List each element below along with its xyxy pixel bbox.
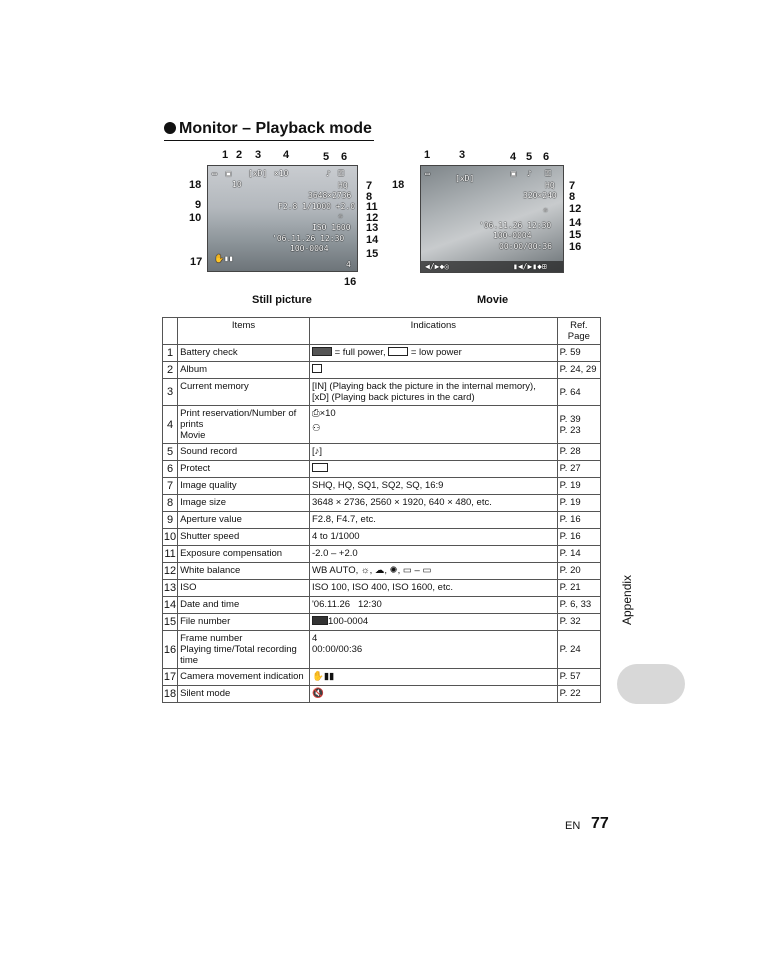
- table-row: [163, 444, 601, 461]
- row-indication: 3648 × 2736, 2560 × 1920, 640 × 480, etc.: [309, 495, 557, 512]
- row-item: Sound record: [178, 444, 310, 461]
- row-item: Image size: [178, 495, 310, 512]
- print-count: ×10: [274, 169, 289, 178]
- row-indication: 4 to 1/1000: [309, 529, 557, 546]
- table-row: [163, 345, 601, 362]
- callout-1: 1: [222, 149, 229, 161]
- memory-indicator: [xD]: [248, 169, 268, 178]
- heading-text: Monitor – Playback mode: [179, 120, 372, 137]
- frame-number-indicator: 4: [346, 260, 351, 269]
- row-indication: [309, 444, 557, 461]
- row-page: P. 27: [557, 461, 600, 478]
- row-number: 13: [163, 580, 178, 597]
- battery-icon: ▭: [212, 169, 217, 178]
- language-label: EN: [565, 820, 581, 832]
- memory-indicator: [xD]: [455, 174, 475, 183]
- row-indication: WB AUTO, ☼, ☁, ✺, ▭ – ▭: [309, 563, 557, 580]
- movie-callout-12: 12: [569, 203, 582, 215]
- iso-indicator: ISO 1600: [312, 223, 351, 232]
- indication-text: = full power,: [334, 347, 386, 358]
- indication-text: = low power: [410, 347, 462, 358]
- callout-3: 3: [255, 149, 262, 161]
- file-number-indicator: 100-0004: [290, 244, 329, 253]
- item-text: Frame number: [180, 633, 243, 644]
- row-item: Image quality: [178, 478, 310, 495]
- row-indication: ISO 100, ISO 400, ISO 1600, etc.: [309, 580, 557, 597]
- row-number: 15: [163, 614, 178, 631]
- callout-7: 7: [366, 180, 373, 192]
- table-row: [163, 614, 601, 631]
- table-row: [163, 563, 601, 580]
- movie-callout-18: 18: [392, 179, 405, 191]
- movie-callout-15: 15: [569, 229, 582, 241]
- table-row: [163, 580, 601, 597]
- table-row: [163, 495, 601, 512]
- sound-icon: ♪: [326, 169, 331, 178]
- row-item: Protect: [178, 461, 310, 478]
- row-number: 5: [163, 444, 178, 461]
- row-indication: -2.0 – +2.0: [309, 546, 557, 563]
- callout-12: 12: [366, 212, 379, 224]
- movie-screen: [420, 165, 564, 273]
- row-number: 8: [163, 495, 178, 512]
- movie-icon: ▣: [511, 169, 516, 178]
- row-page: P. 28: [557, 444, 600, 461]
- movie-callout-16: 16: [569, 241, 582, 253]
- row-indication: [309, 362, 557, 379]
- frame-controls-icon: ▮◀/▶▮◆⊞: [513, 262, 547, 271]
- row-page: P. 24: [557, 631, 600, 669]
- protect-icon: [312, 463, 328, 472]
- row-item: File number: [178, 614, 310, 631]
- table-row: [163, 631, 601, 669]
- table-row: [163, 461, 601, 478]
- movie-callout-7: 7: [569, 180, 576, 192]
- row-number: 11: [163, 546, 178, 563]
- quality-indicator: HQ: [338, 181, 348, 190]
- header-ref-page: Ref. Page: [557, 318, 600, 345]
- camera-shake-icon: ✋▮▮: [311, 671, 335, 682]
- callout-16: 16: [344, 276, 357, 288]
- row-item: Exposure compensation: [178, 546, 310, 563]
- callout-2: 2: [236, 149, 243, 161]
- playback-controls-icon: ◀/▶◆◎: [425, 262, 450, 271]
- row-number: 1: [163, 345, 178, 362]
- row-indication: [309, 614, 557, 631]
- row-item: Camera movement indication: [178, 669, 310, 686]
- date-indicator: '06.11.26 12:30: [479, 221, 552, 230]
- indication-text: 00:00/00:36: [311, 644, 363, 655]
- row-indication: [309, 669, 557, 686]
- row-page: P. 16: [557, 512, 600, 529]
- movie-callout-3: 3: [459, 149, 466, 161]
- callout-11: 11: [366, 201, 378, 213]
- playback-control-bar: [421, 261, 563, 272]
- movie-icon: ⚇: [311, 423, 321, 434]
- white-balance-icon: ☼: [543, 206, 548, 215]
- callout-13: 13: [366, 222, 379, 234]
- row-indication: SHQ, HQ, SQ1, SQ2, SQ, 16:9: [309, 478, 557, 495]
- indication-text: 100-0004: [327, 616, 369, 627]
- table-header-row: [163, 318, 601, 345]
- protect-icon: ⚿: [545, 169, 552, 178]
- item-text: Print reservation/Number of prints: [180, 408, 297, 430]
- row-item: Shutter speed: [178, 529, 310, 546]
- file-icon: [312, 616, 328, 625]
- bullet-icon: [164, 122, 176, 134]
- row-item: Date and time: [178, 597, 310, 614]
- movie-callout-5: 5: [526, 151, 533, 163]
- row-item: Album: [178, 362, 310, 379]
- camera-shake-icon: ✋▮▮: [214, 254, 234, 263]
- row-page: P. 14: [557, 546, 600, 563]
- row-number: 14: [163, 597, 178, 614]
- table-row: [163, 406, 601, 444]
- callout-14: 14: [366, 234, 379, 246]
- battery-low-icon: [388, 347, 408, 356]
- row-page: [557, 406, 600, 444]
- table-row: [163, 546, 601, 563]
- table-row: [163, 597, 601, 614]
- row-page: P. 57: [557, 669, 600, 686]
- callout-8: 8: [366, 191, 373, 203]
- movie-callout-8: 8: [569, 191, 576, 203]
- row-page: P. 21: [557, 580, 600, 597]
- row-page: P. 16: [557, 529, 600, 546]
- table-row: [163, 686, 601, 703]
- album-number: 10: [232, 180, 242, 189]
- indication-text: [IN] (Playing back the picture in the internal memory),: [311, 381, 536, 392]
- album-icon: ▣: [226, 169, 231, 178]
- row-number: 18: [163, 686, 178, 703]
- callout-4: 4: [283, 149, 290, 161]
- row-page: P. 19: [557, 478, 600, 495]
- table-row: [163, 529, 601, 546]
- appendix-side-label: Appendix: [620, 574, 634, 625]
- table-row: [163, 512, 601, 529]
- white-balance-icon: ☼: [338, 212, 343, 221]
- row-item: Aperture value: [178, 512, 310, 529]
- movie-callout-4: 4: [510, 151, 517, 163]
- table-row: [163, 669, 601, 686]
- movie-callout-6: 6: [543, 151, 550, 163]
- still-picture-screen: [207, 165, 358, 272]
- callout-5: 5: [323, 151, 330, 163]
- row-indication: [309, 345, 557, 362]
- battery-icon: ▭: [425, 169, 430, 178]
- appendix-tab: [617, 664, 685, 704]
- row-item: White balance: [178, 563, 310, 580]
- page-number: 77: [591, 815, 609, 832]
- callout-6: 6: [341, 151, 348, 163]
- still-caption: Still picture: [252, 294, 312, 306]
- row-page: P. 19: [557, 495, 600, 512]
- size-indicator: 320×240: [523, 191, 557, 200]
- row-indication: [309, 686, 557, 703]
- silent-mode-icon: 🔇: [311, 688, 324, 699]
- heading-underline: [164, 140, 374, 141]
- callout-10: 10: [189, 212, 202, 224]
- indication-text: ×10: [319, 408, 336, 419]
- sound-icon: ♪: [527, 169, 532, 178]
- row-page: P. 22: [557, 686, 600, 703]
- movie-callout-1: 1: [424, 149, 431, 161]
- row-page: P. 20: [557, 563, 600, 580]
- row-number: 10: [163, 529, 178, 546]
- table-row: [163, 362, 601, 379]
- callout-18: 18: [189, 179, 202, 191]
- row-item: [178, 631, 310, 669]
- section-heading: [164, 120, 372, 138]
- size-indicator: 3648×2736: [308, 191, 352, 200]
- row-number: 7: [163, 478, 178, 495]
- row-item: Silent mode: [178, 686, 310, 703]
- indication-text: [xD] (Playing back pictures in the card): [311, 392, 475, 403]
- row-number: 6: [163, 461, 178, 478]
- row-page: P. 6, 33: [557, 597, 600, 614]
- item-text: Playing time/Total recording time: [180, 644, 297, 666]
- row-page: P. 32: [557, 614, 600, 631]
- header-number: [163, 318, 178, 345]
- row-item: Battery check: [178, 345, 310, 362]
- quality-indicator: HQ: [545, 181, 555, 190]
- row-indication: [309, 631, 557, 669]
- row-item: ISO: [178, 580, 310, 597]
- row-number: 17: [163, 669, 178, 686]
- header-indications: Indications: [309, 318, 557, 345]
- table-row: [163, 379, 601, 406]
- playing-time-indicator: 00:00/00:36: [499, 242, 552, 251]
- row-page: P. 24, 29: [557, 362, 600, 379]
- indication-text: 4: [311, 633, 318, 644]
- row-number: 4: [163, 406, 178, 444]
- exposure-indicator: F2.8 1/1000 +2.0: [278, 202, 356, 211]
- header-items: Items: [178, 318, 310, 345]
- battery-full-icon: [312, 347, 332, 356]
- row-number: 12: [163, 563, 178, 580]
- album-icon: [312, 364, 322, 373]
- row-page: P. 64: [557, 379, 600, 406]
- row-page: P. 59: [557, 345, 600, 362]
- row-indication: F2.8, F4.7, etc.: [309, 512, 557, 529]
- movie-callout-14: 14: [569, 217, 582, 229]
- row-indication: [309, 379, 557, 406]
- date-indicator: '06.11.26 12:30: [272, 234, 345, 243]
- print-icon: ⎙: [311, 408, 320, 419]
- callout-17: 17: [190, 256, 203, 268]
- page-text: P. 23: [559, 424, 581, 436]
- row-item: [178, 406, 310, 444]
- callout-15: 15: [366, 248, 379, 260]
- movie-caption: Movie: [477, 294, 509, 306]
- file-number-indicator: 100-0004: [493, 231, 532, 240]
- row-item: Current memory: [178, 379, 310, 406]
- row-number: 3: [163, 379, 178, 406]
- row-number: 2: [163, 362, 178, 379]
- sound-record-icon: [♪]: [311, 446, 323, 457]
- protect-icon: ⚿: [338, 169, 345, 178]
- item-text: Movie: [180, 430, 206, 441]
- indications-table: [162, 317, 601, 703]
- row-number: 16: [163, 631, 178, 669]
- row-number: 9: [163, 512, 178, 529]
- row-indication: [309, 461, 557, 478]
- table-row: [163, 478, 601, 495]
- callout-9: 9: [195, 199, 202, 211]
- row-indication: [309, 406, 557, 444]
- page-text: P. 39: [559, 413, 581, 425]
- row-indication: '06.11.26 12:30: [309, 597, 557, 614]
